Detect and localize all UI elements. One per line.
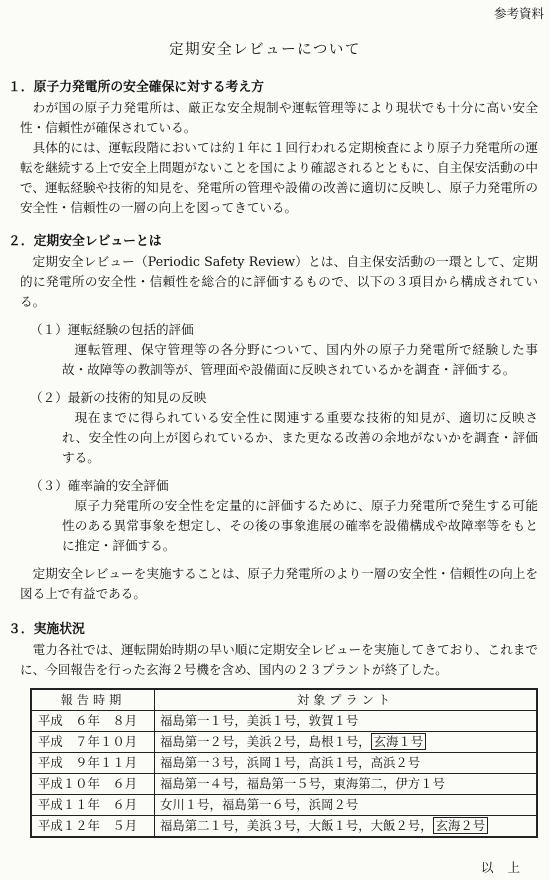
- section-psr-definition: [8, 232, 538, 604]
- target-plants-cell: [155, 711, 538, 732]
- section-heading: １．原子力発電所の安全確保に対する考え方: [8, 80, 264, 95]
- item-text: 原子力発電所の安全性を定量的に評価するために、原子力発電所で発生する可能性のある異常事象を想定し、その後の事象進展の確率を設備構成や故障率等をもとに推定・評価する。: [62, 498, 538, 553]
- highlighted-plant: 玄海１号: [371, 733, 427, 750]
- plant-names: 福島第一２号，美浜２号，島根１号，: [160, 734, 371, 749]
- target-plants-cell: [155, 774, 538, 795]
- section-heading: ３．実施状況: [8, 622, 85, 637]
- plants-table: [30, 688, 538, 838]
- plant-names: 福島第二１号，美浜３号，大飯１号，大飯２号，: [160, 818, 433, 833]
- target-plants-cell: [155, 816, 538, 838]
- item-label: （２）最新の技術的知見の反映: [30, 390, 207, 405]
- end-mark: 以上: [480, 860, 534, 875]
- section-paragraph: わが国の原子力発電所は、厳正な安全規制や運転管理等により現状でも十分に高い安全性・信頼性が確保されている。: [20, 100, 538, 135]
- table-row: [31, 795, 537, 816]
- table-header-row: [31, 689, 537, 711]
- table-body: [31, 711, 537, 838]
- plant-names: 福島第一４号，福島第一５号，東海第二，伊方１号: [160, 776, 445, 791]
- plant-names: 福島第一１号，美浜１号，敦賀１号: [160, 713, 359, 728]
- page-title: 定期安全レビューについて: [169, 42, 361, 58]
- report-period-cell: 平成１１年 ６月: [31, 795, 155, 816]
- target-plants-cell: [155, 753, 538, 774]
- section-safety-approach: [8, 78, 538, 218]
- section-paragraph: 具体的には、運転段階においては約１年に１回行われる定期検査により原子力発電所の運転を継続する上で安全上問題がないことを国により確認されるとともに、自主保安活動の中で、運転経験や技術的知見を、発電所の管理や設備の改善に適切に反映し、原子力発電所の安全性・信頼性の一層の向上を図ってきている。: [20, 140, 538, 215]
- report-period-cell: 平成 ７年１０月: [31, 732, 155, 753]
- section-heading: ２．定期安全レビューとは: [8, 234, 162, 249]
- section-paragraph: 定期安全レビューを実施することは、原子力発電所のより一層の安全性・信頼性の向上を図る上で有益である。: [20, 566, 538, 601]
- report-period-cell: 平成１２年 ５月: [31, 816, 155, 838]
- plant-names: 女川１号，福島第一６号，浜岡２号: [160, 797, 359, 812]
- column-header-period: 報告時期: [31, 689, 155, 711]
- plant-names: 福島第一３号，浜岡１号，高浜１号，高浜２号: [160, 755, 421, 770]
- reference-label: 参考資料: [493, 6, 544, 21]
- table-row: [31, 753, 537, 774]
- section-implementation-status: [8, 620, 538, 680]
- table-row: [31, 774, 537, 795]
- item-text: 運転管理、保守管理等の各分野について、国内外の原子力発電所で経験した事故・故障等の教訓等が、管理面や設備面に反映されているかを調査・評価する。: [62, 342, 538, 377]
- column-header-plants: 対象プラント: [155, 689, 538, 711]
- report-period-cell: 平成 ９年１１月: [31, 753, 155, 774]
- table-row: [31, 711, 537, 732]
- target-plants-cell: [155, 795, 538, 816]
- section-paragraph: 定期安全レビュー（Periodic Safety Review）とは、自主保安活動の一環として、定期的に発電所の安全性・信頼性を総合的に評価するもので、以下の３項目から構成されている。: [20, 254, 538, 309]
- report-period-cell: 平成 ６年 ８月: [31, 711, 155, 732]
- section-paragraph: 電力各社では、運転開始時期の早い順に定期安全レビューを実施してきており、これまでに、今回報告を行った玄海２号機を含め、国内の２３プラントが終了した。: [20, 642, 538, 677]
- item-label: （１）運転経験の包括的評価: [30, 322, 194, 337]
- highlighted-plant: 玄海２号: [433, 817, 489, 834]
- table-row: [31, 732, 537, 753]
- item-text: 現在までに得られている安全性に関連する重要な技術的知見が、適切に反映され、安全性の向上が図られているか、また更なる改善の余地がないかを調査・評価する。: [62, 410, 538, 465]
- table-row: [31, 816, 537, 838]
- item-label: （３）確率論的安全評価: [30, 478, 169, 493]
- target-plants-cell: [155, 732, 538, 753]
- report-period-cell: 平成１０年 ６月: [31, 774, 155, 795]
